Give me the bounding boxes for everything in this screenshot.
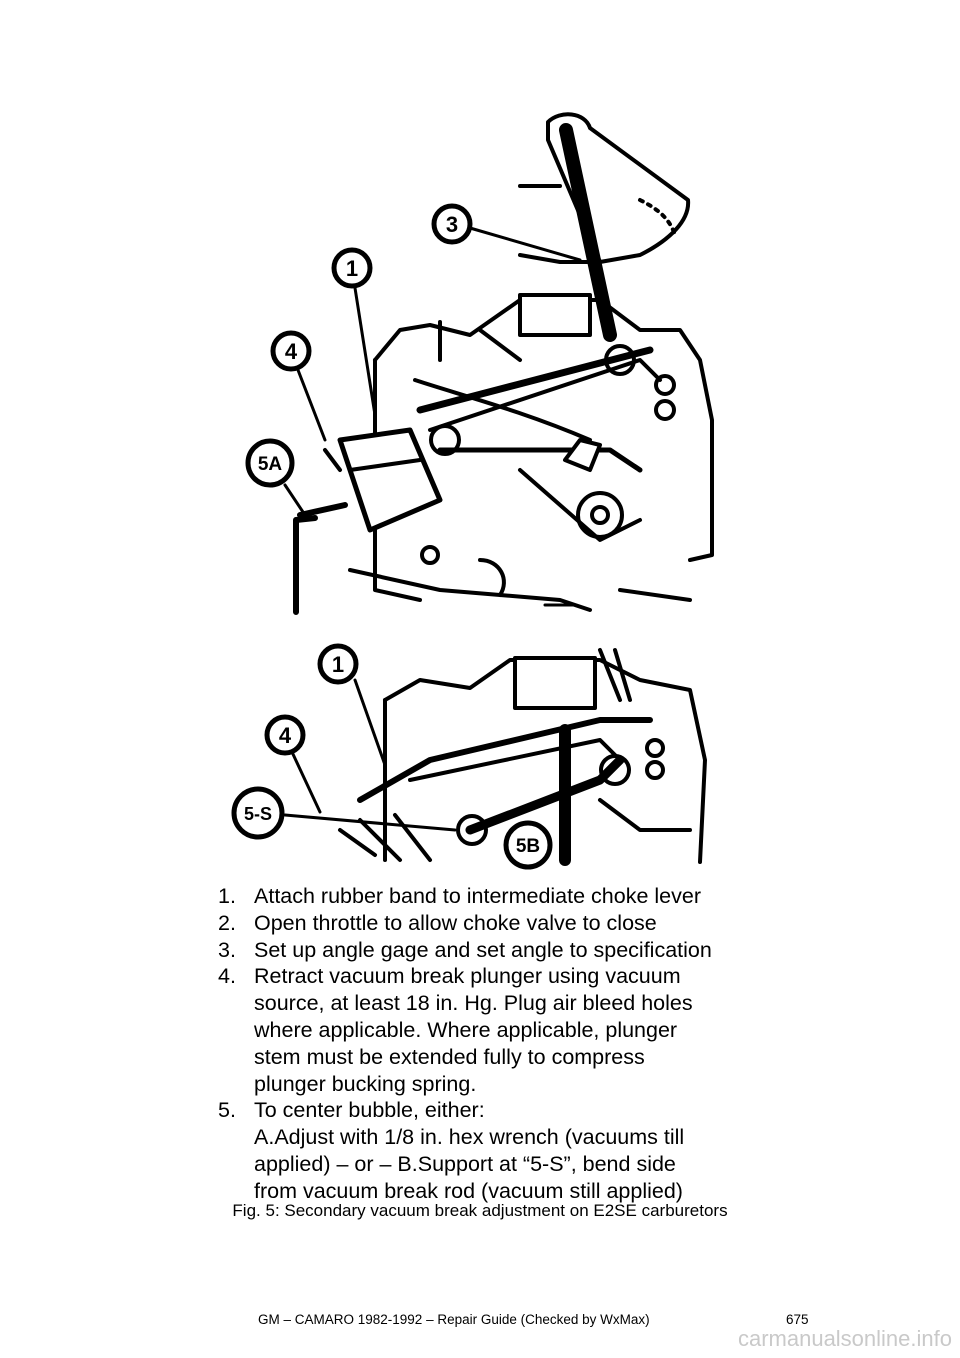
svg-text:5-S: 5-S — [243, 804, 273, 824]
step-text: Retract vacuum break plunger using vacuum — [254, 964, 681, 989]
svg-text:5B: 5B — [515, 836, 541, 857]
svg-text:4: 4 — [278, 723, 292, 748]
step-text: A.Adjust with 1/8 in. hex wrench (vacuums till — [254, 1125, 685, 1150]
step-text: plunger bucking spring. — [254, 1071, 477, 1096]
step-number: 1. — [218, 884, 236, 908]
svg-text:3: 3 — [445, 212, 459, 237]
callout-5a — [248, 441, 292, 485]
step-text: from vacuum break rod (vacuum still applied) — [254, 1178, 683, 1203]
svg-text:5A: 5A — [257, 454, 283, 475]
step-text: applied) – or – B.Support at “5-S”, bend side — [254, 1151, 676, 1176]
step-2 — [218, 910, 818, 937]
svg-text:4: 4 — [284, 339, 298, 364]
step-number: 4. — [218, 964, 236, 989]
step-4 — [218, 963, 818, 1097]
callout-5b — [506, 823, 550, 867]
step-1 — [218, 883, 818, 910]
figure-caption: Fig. 5: Secondary vacuum break adjustment on E2SE carburetors — [232, 1201, 728, 1220]
step-text: Open throttle to allow choke valve to close — [254, 910, 657, 935]
step-number: 2. — [218, 910, 236, 935]
callout-1-bottom — [320, 646, 356, 682]
step-number: 5. — [218, 1098, 236, 1123]
step-text: stem must be extended fully to compress — [254, 1044, 645, 1069]
step-number: 3. — [218, 937, 236, 962]
callout-4-bottom — [267, 717, 303, 753]
svg-text:1: 1 — [345, 256, 359, 281]
step-5 — [218, 1097, 818, 1204]
svg-text:1: 1 — [331, 652, 345, 677]
callout-1 — [334, 250, 370, 286]
callout-4 — [273, 333, 309, 369]
step-text: To center bubble, either: — [254, 1098, 485, 1123]
step-text: source, at least 18 in. Hg. Plug air bleed holes — [254, 991, 693, 1016]
watermark: carmanualsonline.info — [737, 1326, 952, 1351]
step-3 — [218, 937, 818, 964]
page-number: 675 — [786, 1312, 809, 1327]
procedure-steps — [218, 883, 818, 1205]
step-text: Attach rubber band to intermediate choke lever — [254, 884, 701, 908]
footer-title: GM – CAMARO 1982-1992 – Repair Guide (Checked by WxMax) — [258, 1312, 650, 1327]
callout-5s — [234, 789, 282, 837]
step-text: Set up angle gage and set angle to specification — [254, 937, 712, 962]
step-text: where applicable. Where applicable, plunger — [254, 1017, 678, 1042]
callout-3 — [434, 206, 470, 242]
